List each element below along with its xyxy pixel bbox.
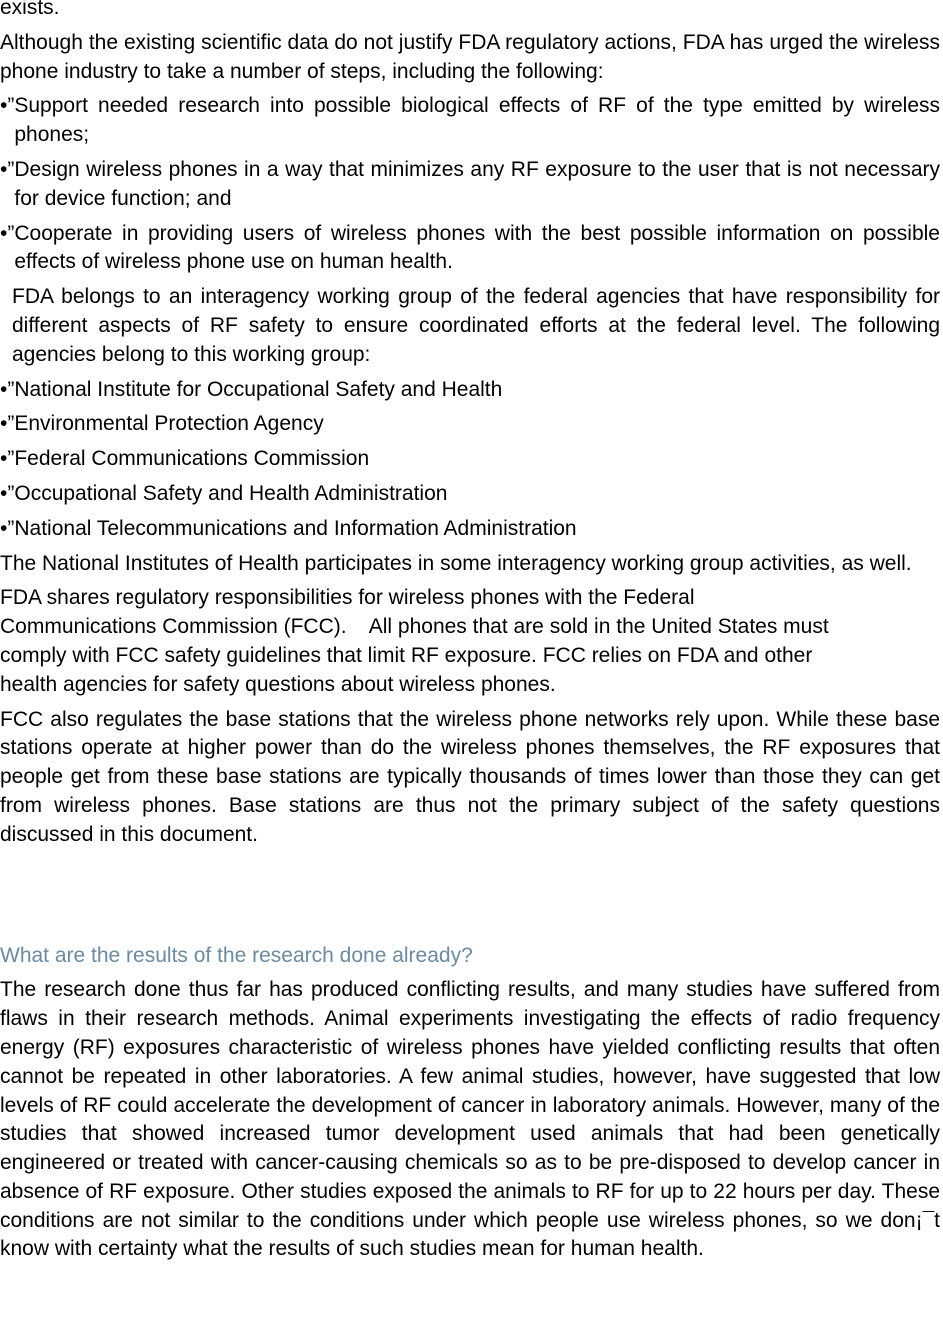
- section-spacer: [0, 856, 940, 942]
- fcc-line: comply with FCC safety guidelines that limit RF exposure. FCC relies on FDA and other: [0, 643, 813, 667]
- agency-item: [0, 376, 940, 405]
- step-item: [0, 220, 940, 278]
- agency-text: National Institute for Occupational Safety and Health: [14, 377, 503, 401]
- bullet-mark: •”: [0, 377, 15, 401]
- bullet-mark: •”: [0, 412, 15, 436]
- bullet-mark: •”: [0, 481, 15, 505]
- fcc-line: health agencies for safety questions about wireless phones.: [0, 672, 556, 696]
- agency-text: National Telecommunications and Information Administration: [14, 516, 577, 540]
- agency-item: [0, 480, 940, 509]
- step-text: Support needed research into possible biological effects of RF of the type emitted by wireless phones;: [14, 94, 940, 147]
- agency-text: Occupational Safety and Health Administration: [14, 481, 448, 505]
- fcc-paragraph: [0, 584, 940, 699]
- agency-text: Environmental Protection Agency: [14, 412, 324, 436]
- agency-item: [0, 410, 940, 439]
- step-text: Design wireless phones in a way that minimizes any RF exposure to the user that is not necessary for device function; and: [14, 157, 940, 210]
- working-group-paragraph: FDA belongs to an interagency working group of the federal agencies that have responsibility for different aspects of RF safety to ensure coordinated efforts at the federal level. The following agencies belong to this working group:: [12, 285, 940, 366]
- agency-text: Federal Communications Commission: [14, 447, 370, 471]
- base-stations-paragraph: FCC also regulates the base stations that the wireless phone networks rely upon. While these base stations operate at higher power than do the wireless phones themselves, the RF exposures that people get from these base stations are typically thousands of times lower than those they can get from wireless phones. Base stations are thus not the primary subject of the safety questions discussed in this document.: [0, 707, 940, 846]
- bullet-mark: •”: [0, 157, 15, 181]
- nih-paragraph: The National Institutes of Health participates in some interagency working group activities, as well.: [0, 551, 912, 575]
- fcc-line: FDA shares regulatory responsibilities for wireless phones with the Federal: [0, 586, 695, 610]
- bullet-mark: •”: [0, 447, 15, 471]
- step-text: Cooperate in providing users of wireless phones with the best possible information on possible effects of wireless phone use on human health.: [14, 221, 940, 274]
- bullet-mark: •”: [0, 94, 15, 118]
- bullet-mark: •”: [0, 516, 15, 540]
- intro-tail-text: exists.: [0, 0, 60, 19]
- fda-urged-paragraph: Although the existing scientific data do not justify FDA regulatory actions, FDA has urged the wireless phone industry to take a number of steps, including the following:: [0, 30, 940, 83]
- fcc-line: Communications Commission (FCC). All phones that are sold in the United States must: [0, 615, 829, 639]
- step-item: [0, 92, 940, 150]
- bullet-mark: •”: [0, 221, 15, 245]
- agency-item: [0, 515, 940, 544]
- section-heading: What are the results of the research done already?: [0, 943, 473, 967]
- step-item: [0, 156, 940, 214]
- research-results-paragraph: The research done thus far has produced conflicting results, and many studies have suffered from flaws in their research methods. Animal experiments investigating the effects of radio frequency energy (RF) exposures characteristic of wireless phones have yielded conflicting results that often cannot be repeated in other laboratories. A few animal studies, however, have suggested that low levels of RF could accelerate the development of cancer in laboratory animals. However, many of the studies that showed increased tumor development used animals that had been genetically engineered or treated with cancer-causing chemicals so as to be pre-disposed to develop cancer in absence of RF exposure. Other studies exposed the animals to RF for up to 22 hours per day. These conditions are not similar to the conditions under which people use wireless phones, so we don¡¯t know with certainty what the results of such studies mean for human health.: [0, 978, 940, 1261]
- agency-item: [0, 445, 940, 474]
